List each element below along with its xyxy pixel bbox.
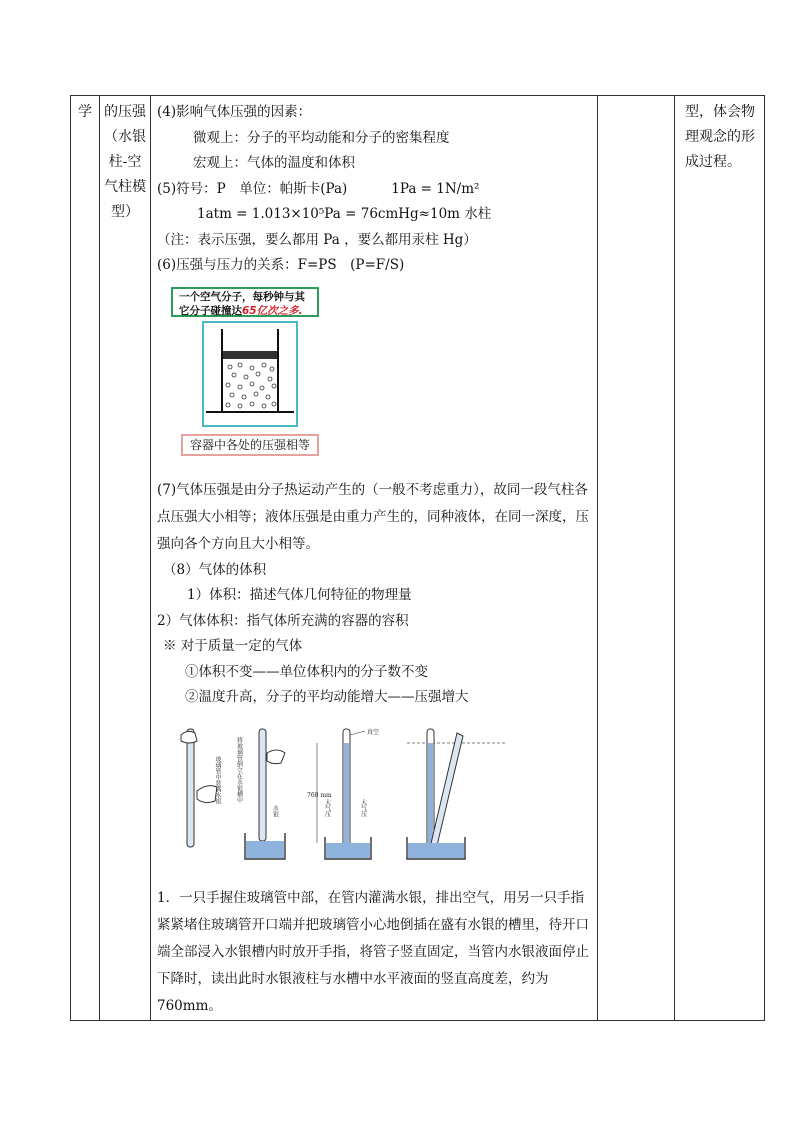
- symbol-unit-text: (5)符号：P 单位：帕斯卡(Pa): [157, 180, 348, 197]
- label-vacuum: 真空: [367, 728, 380, 736]
- experiment-step-paragraph: 1．一只手握住玻璃管中部，在管内灌满水银，排出空气，用另一只手指紧紧堵住玻璃管开口端并把玻璃管小心地倒插在盛有水银的槽里，待开口端全部浸入水银槽内时放开手指，将管子竖直固定，当管内水银液面停止下降时，读出此时水银液柱与水槽中水平液面的竖直高度差，约为 760mm。: [157, 889, 589, 1014]
- torricelli-experiment-figure: [167, 725, 497, 875]
- content-line: 1）体积：描述气体几何特征的物理量: [187, 587, 412, 603]
- tube-filled-step: [173, 729, 221, 847]
- content-line: ②温度升高，分子的平均动能增大——压强增大: [185, 689, 469, 705]
- tube-inverting-step: [236, 729, 286, 859]
- intent-cell: [675, 96, 765, 1021]
- content-line: ①体积不变——单位体积内的分子数不变: [185, 663, 428, 680]
- tube-measure-step: [307, 728, 379, 859]
- pascal-definition: 1Pa = 1N/m²: [391, 180, 480, 197]
- gas-pressure-paragraph: (7)气体压强是由分子热运动产生的（一般不考虑重力），故同一段气柱各点压强大小相等；液体压强是由重力产生的，同种液体，在同一深度，压强向各个方向且大小相等。: [157, 481, 589, 552]
- intent-text: 型，体会物理观念的形成过程。: [685, 104, 755, 170]
- content-line: 2）气体体积：指气体所充满的容器的容积: [157, 612, 409, 629]
- content-line: 1atm = 1.013×10⁵Pa = 76cmHg≈10m 水柱: [197, 206, 492, 222]
- pressure-equal-caption: 容器中各处的压强相等: [181, 434, 319, 456]
- caption-line-2: [179, 304, 314, 318]
- content-line: (6)压强与压力的关系：F=PS (P=F/S): [157, 257, 405, 273]
- label-mercury: 水银: [271, 804, 279, 817]
- vessel-frame: [202, 321, 298, 427]
- topic-cell: [100, 96, 151, 1021]
- stage-cell: [71, 96, 100, 1021]
- label-invert: 将玻璃管倒立在水银槽中: [235, 736, 243, 803]
- content-cell: [151, 96, 598, 1021]
- content-line: （8）气体的体积: [163, 561, 267, 578]
- tube-tilted-step: [407, 729, 505, 859]
- content-line: 微观上：分子的平均动能和分子的密集程度: [193, 129, 450, 146]
- topic-text: 的压强（水银柱-空气柱模型）: [104, 104, 146, 220]
- label-atm-right: 大气压: [359, 798, 367, 817]
- caption-line-1: 一个空气分子，每秒钟与其: [179, 290, 305, 303]
- content-line: 宏观上：气体的温度和体积: [193, 155, 355, 171]
- content-line: [157, 177, 591, 203]
- lesson-table: [70, 95, 765, 1021]
- torricelli-diagram: [167, 725, 507, 875]
- gas-container-diagram: [204, 323, 296, 425]
- collision-caption: [171, 287, 319, 317]
- label-tube-filled: 玻璃管中装满水银: [173, 755, 221, 763]
- content-line: ※ 对于质量一定的气体: [163, 638, 303, 654]
- activity-cell: [598, 96, 675, 1021]
- caption-text: 它分子碰撞达: [179, 304, 242, 317]
- collision-count: 65亿次之多.: [242, 304, 303, 317]
- content-line: （注：表示压强，要么都用 Pa ，要么都用汞柱 Hg）: [157, 231, 477, 248]
- label-atm-left: 大气压: [323, 798, 331, 817]
- gas-molecule-figure: [171, 287, 331, 463]
- content-line: (4)影响气体压强的因素：: [157, 104, 312, 120]
- label-760mm: 760 mm: [307, 791, 332, 799]
- stage-text: 学: [78, 104, 92, 120]
- table-row: [71, 96, 765, 1021]
